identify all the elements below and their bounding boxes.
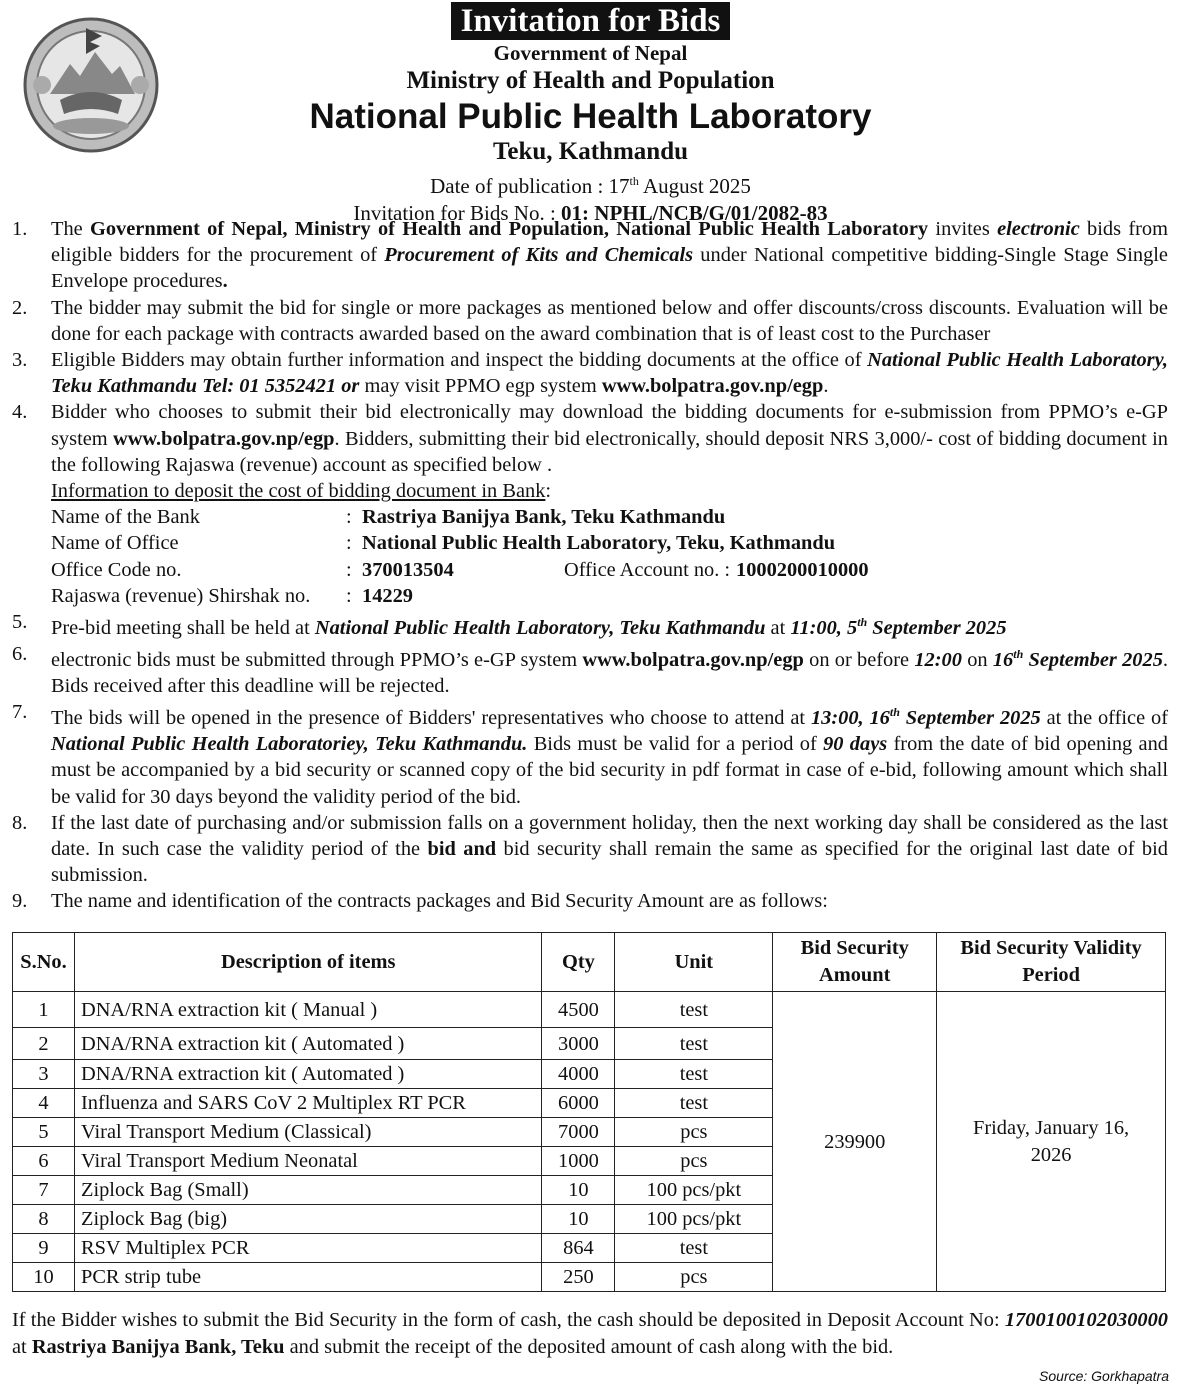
packages-table [12,932,1166,1292]
ministry-name: Ministry of Health and Population [406,67,775,94]
clause-7: 7. The bids will be opened in the presence of Bidders' representatives who choose to attend at 13:00, 16th September 2025 at the office of National Public Health Laboratoriey, Teku Kathmandu. Bids must be valid for a period of 90 days from the date of bid opening and must be accompanied by a bid security or scanned copy of the bid security in pdf format in case of e-bid, following amount which shall be valid for 30 days beyond the validity period of the bid. [12,701,1169,808]
table-row: 6 Viral Transport Medium Neonatal 1000 pcs [13,1147,1166,1176]
col-bid-security-amount: Bid Security Amount [773,933,937,992]
table-row: 7 Ziplock Bag (Small) 10 100 pcs/pkt [13,1176,1166,1205]
organization-location: Teku, Kathmandu [493,138,688,165]
bank-info: Information to deposit the cost of bidding document in Bank: Name of the Bank : Rastriya Banijya Bank, Teku Kathmandu Name of Office : National Public Health Laboratory, Teku, Kathmandu Office Code no. : 370013504 Office Account no. : 1000200010000 Rajaswa (revenue) Shirshak no. : 14229 [51,478,1168,609]
col-description: Description of items [74,933,541,992]
notice-banner: Invitation for Bids [451,2,731,40]
clause-1: 1. The Government of Nepal, Ministry of Health and Population, National Public Health Laboratory invites electronic bids from eligible bidders for the procurement of Procurement of Kits and Chemicals under National competitive bidding-Single Stage Single Envelope procedures. [12,218,1168,293]
col-sno: S.No. [13,933,75,992]
clause-3: 3. Eligible Bidders may obtain further information and inspect the bidding documents at the office of National Public Health Laboratory, Teku Kathmandu Tel: 01 5352421 or may visit PPMO egp system www.bolpatra.gov.np/egp. [12,349,1168,398]
organization-name: National Public Health Laboratory [309,97,872,136]
col-unit: Unit [615,933,773,992]
table-header-row [13,933,1166,992]
ifb-number: Invitation for Bids No. : 01: NPHL/NCB/G/01/2082-83 [353,201,828,225]
col-qty: Qty [542,933,615,992]
table-row: 10 PCR strip tube 250 pcs [13,1263,1166,1292]
notice-header [0,2,1181,226]
source-credit: Source: Gorkhapatra [1039,1368,1169,1384]
government-name: Government of Nepal [493,41,688,65]
table-row: 5 Viral Transport Medium (Classical) 7000 pcs [13,1118,1166,1147]
notice-body [12,216,1168,915]
bank-row: Office Code no. : 370013504 Office Account no. : 1000200010000 [51,558,869,581]
bank-row: Name of the Bank : Rastriya Banijya Bank, Teku Kathmandu [51,506,726,529]
clause-9: 9. The name and identification of the contracts packages and Bid Security Amount are as follows: [12,890,828,913]
table-row: 8 Ziplock Bag (big) 10 100 pcs/pkt [13,1205,1166,1234]
clause-6: 6. electronic bids must be submitted through PPMO’s e-GP system www.bolpatra.gov.np/egp on or before 12:00 on 16th September 2025. Bids received after this deadline will be rejected. [12,642,1168,697]
col-bid-security-validity: Bid Security Validity Period [937,933,1166,992]
table-row: 9 RSV Multiplex PCR 864 test [13,1234,1166,1263]
cash-deposit-note: If the Bidder wishes to submit the Bid Security in the form of cash, the cash should be deposited in Deposit Account No: 1700100102030000 at Rastriya Banijya Bank, Teku and submit the receipt of the deposited amount of cash along with the bid. [12,1309,1168,1358]
table-row: 4 Influenza and SARS CoV 2 Multiplex RT PCR 6000 test [13,1089,1166,1118]
table-row: 3 DNA/RNA extraction kit ( Automated ) 4000 test [13,1060,1166,1089]
clause-8: 8. If the last date of purchasing and/or submission falls on a government holiday, then the next working day shall be considered as the last date. In such case the validity period of the bid and bid security shall remain the same as specified for the original last date of bid submission. [12,811,1168,887]
table-row: 1 DNA/RNA extraction kit ( Manual ) 4500 test 239900 Friday, January 16, 2026 [13,992,1166,1028]
bank-row: Rajaswa (revenue) Shirshak no. : 14229 [51,584,413,607]
bid-security-amount: 239900 [773,992,937,1292]
clause-2: 2. The bidder may submit the bid for single or more packages as mentioned below and offer discounts/cross discounts. Evaluation will be done for each package with contracts awarded based on the award combination that is of least cost to the Purchaser [12,296,1168,345]
publication-date: Date of publication : 17th August 2025 [430,174,751,198]
clause-5: 5. Pre-bid meeting shall be held at National Public Health Laboratory, Teku Kathmandu at 11:00, 5th September 2025 [12,610,1007,639]
bank-row: Name of Office : National Public Health Laboratory, Teku, Kathmandu [51,532,836,555]
bid-security-validity: Friday, January 16, 2026 [937,992,1166,1292]
clause-4: 4. Bidder who chooses to submit their bid electronically may download the bidding documents for e-submission from PPMO’s e-GP system www.bolpatra.gov.np/egp. Bidders, submitting their bid electronically, should deposit NRS 3,000/- cost of bidding document in the following Rajaswa (revenue) account as specified below . Information to deposit the cost of bidding document in Bank: Name of the Bank : Rastriya Banijya Bank, Teku Kathmandu Name of Office : National Public Health Laboratory, Teku, Kathmandu Office Code no. : 370013504 Office Account no. : 1000200010000 Rajaswa (revenue) Shirshak no. : 14229 [12,399,1168,609]
table-row: 2 DNA/RNA extraction kit ( Automated ) 3000 test [13,1028,1166,1060]
